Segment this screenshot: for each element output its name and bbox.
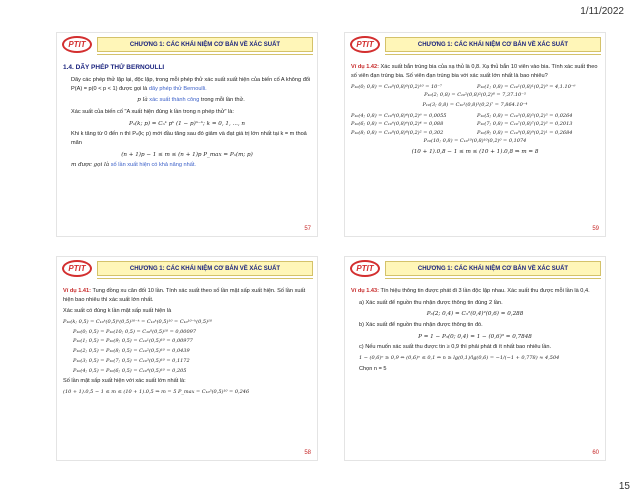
slide-number: 59 (592, 226, 599, 232)
paragraph: a) Xác suất để nguồn thu nhận được thông tin đúng 2 lần. (359, 299, 503, 306)
slide-body (351, 287, 599, 376)
header-divider (385, 278, 601, 279)
formula: 1 − (0,6)ⁿ ≥ 0,9 ⇔ (0,6)ⁿ ≤ 0,1 ⇔ n ≥ lg(0,1)/lg(0,6) = −1/(−1 + 0,778) ≈ 4,504 (359, 354, 560, 361)
slide-header (345, 33, 605, 57)
example-label: Ví dụ 1.42: (351, 64, 379, 70)
slide-60 (344, 256, 606, 461)
text: p là (137, 97, 148, 104)
text: trong mỗi lần thử. (200, 97, 245, 104)
paragraph (63, 96, 311, 105)
formula: P₁₀(4; 0,8) = C₁₀⁴(0,8)⁴(0,2)⁶ = 0,0055 (351, 112, 447, 119)
ptit-logo: PTIT (62, 260, 92, 277)
formula: P₁₀(1; 0,5) = P₁₀(9; 0,5) = C₁₀¹(0,5)¹⁰ = 0,00977 (73, 338, 193, 345)
formula: P₁₀(2; 0,5) = P₁₀(8; 0,5) = C₁₀²(0,5)¹⁰ = 0,0439 (73, 348, 190, 355)
formula: P₁₀(6; 0,8) = C₁₀⁶(0,8)⁶(0,2)⁴ = 0,088 (351, 121, 444, 128)
text: m được gọi là (71, 162, 110, 169)
paragraph: Xác suất của biến cố "A xuất hiện đúng k lần trong n phép thử" là: (71, 109, 234, 116)
formula: P₁₀(0; 0,8) = C₁₀⁰(0,8)⁰(0,2)¹⁰ = 10⁻⁷ (351, 84, 442, 91)
example-label: Ví dụ 1.43: (351, 288, 379, 294)
example-label: Ví dụ 1.41: (63, 288, 91, 294)
paragraph (63, 161, 311, 170)
slide-59 (344, 32, 606, 237)
formula: (10 + 1).0,8 − 1 ≤ m ≤ (10 + 1).0,8 ⇒ m = 8 (411, 148, 539, 155)
formula: P₁₀(10; 0,8) = C₁₀¹⁰(0,8)¹⁰(0,2)⁰ = 0,1074 (423, 137, 527, 144)
header-divider (385, 54, 601, 55)
highlight-text: dãy phép thử Bernoulli. (148, 85, 207, 92)
slide-number: 60 (592, 450, 599, 456)
slide-header (345, 257, 605, 281)
paragraph (63, 76, 311, 93)
formula: P₁₀(4; 0,5) = P₁₀(6; 0,5) = C₁₀⁴(0,5)¹⁰ = 0,205 (73, 367, 187, 374)
header-divider (97, 54, 313, 55)
example-text: Xác suất bắn trúng bia của xạ thủ là 0,8. Xạ thủ bắn 10 viên vào bia. Tính xác suất theo số viên đạn trúng bia. Số viên đạn trúng bia với xác suất lớn nhất là bao nhiêu? (351, 64, 598, 79)
formula: P = 1 − P₃(0; 0,4) = 1 − (0,6)³ = 0,7848 (418, 333, 532, 340)
formula: (10 + 1).0,5 − 1 ≤ m ≤ (10 + 1).0,5 ⇒ m = 5 P_max = C₁₀⁵(0,5)¹⁰ = 0,246 (63, 389, 250, 396)
example-text: Tín hiệu thông tin được phát đi 3 lần độc lập nhau. Xác suất thu được mỗi lần là 0,4. (380, 288, 590, 294)
paragraph: Xác suất có đúng k lần mặt sấp xuất hiện là (63, 308, 172, 315)
example-paragraph (63, 287, 311, 304)
formula-grid (351, 112, 599, 138)
formula: P₁₀(1; 0,8) = C₁₀¹(0,8)¹(0,2)⁹ = 4,1.10⁻⁶ (477, 84, 576, 91)
header-divider (97, 278, 313, 279)
formula-grid (351, 83, 599, 92)
example-text: Tung đồng xu cân đối 10 lần. Tính xác suất theo số lần mặt sấp xuất hiện. Số lần xuất hiện bao nhiêu thì xác suất lớn nhất. (63, 288, 306, 303)
formula: P₁₀(2; 0,8) = C₁₀²(0,8)²(0,2)⁸ = 7,37.10⁻⁵ (424, 92, 526, 99)
formula: P₁₀(9; 0,8) = C₁₀⁹(0,8)⁹(0,2)¹ = 0,2684 (477, 130, 573, 137)
paragraph: Số lần mặt sấp xuất hiện với xác suất lớn nhất là: (63, 378, 186, 385)
chapter-title: CHƯƠNG 1: CÁC KHÁI NIỆM CƠ BẢN VỀ XÁC SUẤT (97, 261, 313, 276)
ptit-logo: PTIT (62, 36, 92, 53)
paragraph: b) Xác suất để nguồn thu nhận được thông tin đó. (359, 321, 483, 328)
slide-header (57, 257, 317, 281)
slide-header (57, 33, 317, 57)
ptit-logo: PTIT (350, 36, 380, 53)
formula: (n + 1)p − 1 ≤ m ≤ (n + 1)p P_max = Pₙ(m; p) (121, 151, 253, 158)
example-paragraph (351, 63, 599, 80)
section-title: 1.4. DÃY PHÉP THỬ BERNOULLI (63, 64, 165, 71)
chapter-title: CHƯƠNG 1: CÁC KHÁI NIỆM CƠ BẢN VỀ XÁC SUẤT (385, 261, 601, 276)
print-date: 1/11/2022 (580, 6, 624, 17)
slide-58 (56, 256, 318, 461)
slide-body (63, 287, 311, 399)
text: Dãy các phép thử lặp lại, độc lập, trong mỗi phép thử xác suất xuất hiện của biến cố A không đổi P(A) = p(0 < p < 1) được gọi là (71, 77, 311, 92)
highlight-text: số lần xuất hiện có khả năng nhất. (110, 162, 196, 169)
formula: P₁₀(3; 0,8) = C₁₀³(0,8)³(0,2)⁷ = 7,864.10⁻⁴ (422, 101, 528, 108)
chapter-title: CHƯƠNG 1: CÁC KHÁI NIỆM CƠ BẢN VỀ XÁC SUẤT (97, 37, 313, 52)
formula: P₁₀(5; 0,8) = C₁₀⁵(0,8)⁵(0,2)⁵ = 0,0264 (477, 112, 573, 119)
formula: P₁₀(3; 0,5) = P₁₀(7; 0,5) = C₁₀³(0,5)¹⁰ = 0,1172 (73, 357, 190, 364)
paragraph: Chọn n = 5 (359, 365, 387, 372)
example-paragraph (351, 287, 599, 296)
slide-body (351, 63, 599, 158)
page-number: 15 (618, 481, 630, 492)
slide-57 (56, 32, 318, 237)
formula: P₁₀(0; 0,5) = P₁₀(10; 0,5) = C₁₀⁰(0,5)¹⁰ = 0,00097 (73, 328, 197, 335)
formula: Pₙ(k; p) = Cₙᵏ pᵏ (1 − p)ⁿ⁻ᵏ; k = 0, 1, ..., n (128, 120, 246, 127)
ptit-logo: PTIT (350, 260, 380, 277)
formula: P₃(2; 0,4) = C₃²(0,4)²(0,6) = 0,288 (426, 311, 524, 318)
paragraph: c) Nếu muốn xác suất thu được tin ≥ 0,9 thì phải phát đi ít nhất bao nhiêu lần. (359, 344, 552, 351)
formula: P₁₀(k; 0,5) = C₁₀ᵏ(0,5)ᵏ(0,5)¹⁰⁻ᵏ = C₁₀ᵏ(0,5)¹⁰ = C₁₀¹⁰⁻ᵏ(0,5)¹⁰ (63, 318, 212, 325)
formula: P₁₀(8; 0,8) = C₁₀⁸(0,8)⁸(0,2)² = 0,302 (351, 130, 444, 137)
highlight-text: xác suất thành công (149, 97, 200, 104)
slide-number: 57 (304, 226, 311, 232)
formula: P₁₀(7; 0,8) = C₁₀⁷(0,8)⁷(0,2)³ = 0,2013 (477, 121, 573, 128)
chapter-title: CHƯƠNG 1: CÁC KHÁI NIỆM CƠ BẢN VỀ XÁC SUẤT (385, 37, 601, 52)
paragraph: Khi k tăng từ 0 đến n thì Pₙ(k; p) mới đầu tăng sau đó giảm và đạt giá trị lớn nhất tại k = m thoả mãn (71, 131, 307, 146)
slide-body (63, 63, 311, 173)
slide-number: 58 (304, 450, 311, 456)
